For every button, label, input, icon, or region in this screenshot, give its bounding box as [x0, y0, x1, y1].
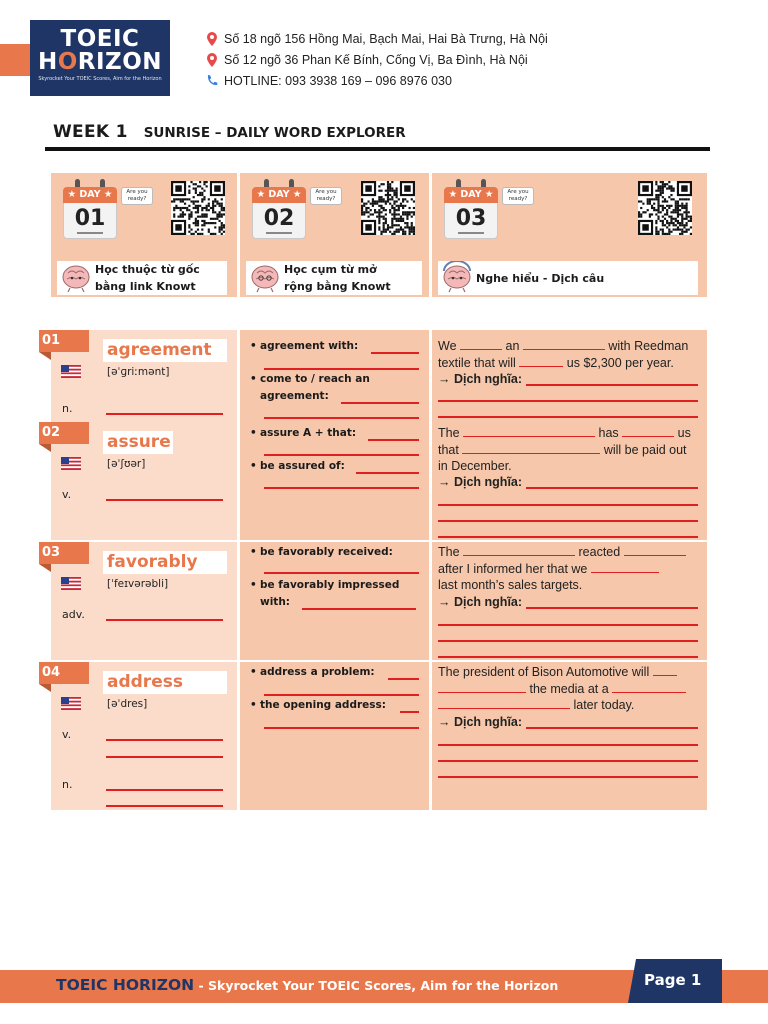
translate-label: → Dịch nghĩa:	[438, 595, 523, 609]
phrase-column	[240, 542, 429, 660]
contact-hotline	[204, 70, 548, 91]
phrase-2: • be assured of:	[250, 460, 345, 472]
answer-blank[interactable]	[526, 607, 698, 609]
word-number: 02	[42, 425, 61, 440]
sentence-fragment: The president of Bison Automotive will	[438, 665, 650, 679]
answer-blank[interactable]	[106, 499, 223, 501]
answer-blank[interactable]	[526, 384, 698, 386]
word-text: address	[107, 672, 183, 692]
word-number: 01	[42, 333, 61, 348]
answer-blank[interactable]	[526, 487, 698, 489]
word-column	[42, 662, 237, 810]
sentence-fragment: will be paid out	[603, 442, 687, 457]
footer-slogan	[56, 976, 558, 994]
day-number: 03	[455, 206, 487, 231]
answer-blank[interactable]	[438, 536, 698, 538]
answer-blank[interactable]	[438, 681, 526, 693]
part-of-speech: v.	[62, 488, 72, 501]
sentence-fragment: reacted	[578, 545, 621, 559]
answer-blank[interactable]	[371, 352, 419, 354]
answer-blank[interactable]	[388, 678, 419, 680]
task-line-1: Học thuộc từ gốc	[95, 263, 200, 276]
answer-blank[interactable]	[462, 442, 600, 454]
logo-letters-rizon: RIZON	[77, 49, 163, 75]
day-label: DAY	[460, 189, 482, 200]
ipa-text: [əˈɡriːmənt]	[107, 366, 170, 378]
brain-mascot-icon	[246, 261, 284, 295]
answer-blank[interactable]	[438, 400, 698, 402]
answer-blank[interactable]	[438, 416, 698, 418]
ready-text-2: ready?	[127, 196, 147, 202]
map-pin-icon	[204, 31, 220, 47]
phrase-text: be favorably received:	[260, 546, 393, 558]
day-label: DAY	[79, 189, 101, 200]
answer-blank[interactable]	[302, 608, 416, 610]
answer-blank[interactable]	[438, 656, 698, 658]
phrase-text: the opening address:	[260, 699, 386, 711]
answer-blank[interactable]	[463, 544, 575, 556]
calendar-icon: ★ DAY ★ 01	[63, 179, 117, 239]
week-heading	[53, 122, 406, 142]
phrase-1: • be favorably received:	[250, 546, 393, 558]
sentence-fragment: textile that will	[438, 355, 516, 370]
phrase-text: assure A + that:	[260, 427, 357, 439]
answer-blank[interactable]	[622, 425, 674, 437]
answer-blank[interactable]	[438, 776, 698, 778]
answer-blank[interactable]	[264, 694, 419, 696]
part-of-speech: n.	[62, 402, 73, 415]
vocab-block-agreement	[42, 330, 707, 422]
page-number: Page 1	[644, 971, 702, 989]
answer-blank[interactable]	[438, 624, 698, 626]
week-subtitle: SUNRISE – DAILY WORD EXPLORER	[143, 125, 406, 141]
task-line-2: rộng bằng Knowt	[284, 280, 391, 293]
word-text: assure	[107, 432, 171, 452]
answer-blank[interactable]	[438, 760, 698, 762]
vocab-block-address	[42, 662, 707, 810]
ready-text-1: Are you	[507, 189, 529, 195]
answer-blank[interactable]	[400, 711, 419, 713]
answer-blank[interactable]	[438, 504, 698, 506]
sentence-fragment: last month’s sales targets.	[438, 578, 583, 592]
ready-badge	[121, 187, 153, 205]
logo-line-2	[30, 51, 170, 73]
day-panel-3	[432, 173, 707, 297]
sentence-fragment: an	[505, 339, 520, 353]
sentence-fragment: us	[677, 426, 691, 440]
answer-blank[interactable]	[341, 402, 419, 404]
us-flag-icon	[61, 365, 81, 378]
brain-mascot-icon	[438, 261, 476, 295]
answer-blank[interactable]	[106, 756, 223, 758]
phrase-1: • agreement with:	[250, 340, 359, 352]
address-2-text: Số 12 ngõ 36 Phan Kế Bính, Cống Vị, Ba Đình, Hà Nội	[224, 52, 528, 67]
logo-letter-o: O	[57, 49, 78, 75]
day-task[interactable]	[438, 261, 698, 295]
sentence-column	[432, 542, 707, 660]
phrase-text: address a problem:	[260, 666, 375, 678]
phrase-column	[240, 422, 429, 540]
sentence-column	[432, 422, 707, 540]
vocab-block-favorably	[42, 542, 707, 660]
sentence-column	[432, 662, 707, 810]
answer-blank[interactable]	[264, 487, 419, 489]
word-number: 03	[42, 545, 61, 560]
brain-mascot-icon	[57, 261, 95, 295]
answer-blank[interactable]	[438, 640, 698, 642]
answer-blank[interactable]	[624, 544, 686, 556]
task-line-1: Học cụm từ mở	[284, 263, 377, 276]
translate-label: → Dịch nghĩa:	[438, 715, 523, 729]
answer-blank[interactable]	[264, 417, 419, 419]
word-column	[42, 330, 237, 422]
task-line-1: Nghe hiểu - Dịch câu	[476, 271, 605, 285]
word-text: agreement	[107, 340, 212, 360]
ready-text-2: ready?	[316, 196, 336, 202]
phrase-text: be favorably impressed	[260, 579, 400, 591]
calendar-icon: ★ DAY ★ 03	[444, 179, 498, 239]
example-sentence	[438, 425, 702, 475]
answer-blank[interactable]	[438, 697, 570, 709]
sentence-fragment: has	[598, 426, 619, 440]
answer-blank[interactable]	[106, 739, 223, 741]
word-box	[103, 431, 173, 454]
day-task-text	[284, 261, 391, 295]
phone-icon	[204, 73, 220, 89]
word-box	[103, 339, 227, 362]
answer-blank[interactable]	[106, 789, 223, 791]
answer-blank[interactable]	[526, 727, 698, 729]
map-pin-icon	[204, 52, 220, 68]
day-task[interactable]	[246, 261, 422, 295]
word-number: 04	[42, 665, 61, 680]
example-sentence	[438, 338, 702, 371]
phrase-text: come to / reach an	[260, 373, 370, 385]
ready-badge	[310, 187, 342, 205]
answer-blank[interactable]	[463, 425, 595, 437]
sentence-fragment: later today.	[573, 698, 635, 712]
us-flag-icon	[61, 577, 81, 590]
ready-text-1: Are you	[315, 189, 337, 195]
sentence-fragment: The	[438, 545, 460, 559]
answer-blank[interactable]	[368, 439, 419, 441]
hotline-text: HOTLINE: 093 3938 169 – 096 8976 030	[224, 73, 452, 88]
translate-label: → Dịch nghĩa:	[438, 475, 523, 489]
contact-address-2	[204, 49, 548, 70]
answer-blank[interactable]	[519, 355, 563, 367]
phrase-text: be assured of:	[260, 460, 345, 472]
qr-code-icon[interactable]	[638, 181, 692, 235]
phrase-2: • the opening address:	[250, 699, 386, 711]
us-flag-icon	[61, 697, 81, 710]
phrase-1: • assure A + that:	[250, 427, 357, 439]
ready-text-2: ready?	[508, 196, 528, 202]
page-number-tab	[628, 959, 722, 1003]
answer-blank[interactable]	[523, 338, 605, 350]
phrase-column	[240, 662, 429, 810]
calendar-icon: ★ DAY ★ 02	[252, 179, 306, 239]
phrase-column	[240, 330, 429, 422]
sentence-fragment: We	[438, 339, 457, 353]
word-column	[42, 422, 237, 540]
qr-code-icon[interactable]	[361, 181, 415, 235]
contact-address-1	[204, 28, 548, 49]
phrase-text: agreement:	[260, 390, 329, 402]
part-of-speech: adv.	[62, 608, 85, 621]
week-divider	[45, 147, 710, 151]
word-box	[103, 551, 227, 574]
word-text: favorably	[107, 552, 198, 572]
sentence-fragment: The	[438, 426, 460, 440]
vocab-block-assure	[42, 422, 707, 540]
day-panel-2	[240, 173, 429, 297]
answer-blank[interactable]	[264, 572, 419, 574]
brand-logo	[30, 20, 170, 96]
qr-code-icon[interactable]	[171, 181, 225, 235]
answer-blank[interactable]	[264, 368, 419, 370]
phrase-2: • come to / reach an agreement:	[250, 373, 370, 402]
answer-blank[interactable]	[591, 561, 659, 573]
logo-line-1: TOEIC	[60, 26, 140, 52]
sentence-fragment: after I informed her that we	[438, 561, 588, 576]
sentence-fragment: in December.	[438, 459, 512, 473]
answer-blank[interactable]	[460, 338, 502, 350]
part-of-speech: n.	[62, 778, 73, 791]
sentence-column	[432, 330, 707, 422]
ipa-text: [ˈfeɪvərəbli]	[107, 578, 169, 590]
example-sentence	[438, 664, 702, 714]
part-of-speech: v.	[62, 728, 72, 741]
week-label: WEEK 1	[53, 122, 128, 142]
day-label: DAY	[268, 189, 290, 200]
day-panel-1	[51, 173, 237, 297]
answer-blank[interactable]	[106, 619, 223, 621]
ipa-text: [əˈʃʊər]	[107, 458, 146, 470]
us-flag-icon	[61, 457, 81, 470]
phrase-text: with:	[260, 596, 290, 608]
phrase-text: agreement with:	[260, 340, 359, 352]
answer-blank[interactable]	[264, 727, 419, 729]
answer-blank[interactable]	[356, 472, 419, 474]
day-task-text	[95, 261, 200, 295]
ready-text-1: Are you	[126, 189, 148, 195]
answer-blank[interactable]	[106, 805, 223, 807]
footer-tagline: - Skyrocket Your TOEIC Scores, Aim for the Horizon	[194, 978, 559, 993]
sentence-fragment: us $2,300 per year.	[566, 355, 674, 370]
ready-badge	[502, 187, 534, 205]
answer-blank[interactable]	[438, 744, 698, 746]
answer-blank[interactable]	[653, 664, 677, 676]
sentence-fragment: with Reedman	[608, 339, 689, 353]
day-number: 01	[74, 206, 106, 231]
answer-blank[interactable]	[438, 520, 698, 522]
footer-brand: TOEIC HORIZON	[56, 976, 195, 994]
answer-blank[interactable]	[264, 454, 419, 456]
word-box	[103, 671, 227, 694]
translate-label: → Dịch nghĩa:	[438, 372, 523, 386]
answer-blank[interactable]	[106, 413, 223, 415]
address-1-text: Số 18 ngõ 156 Hồng Mai, Bạch Mai, Hai Bà Trưng, Hà Nội	[224, 31, 548, 46]
ipa-text: [əˈdres]	[107, 698, 148, 710]
day-number: 02	[263, 206, 295, 231]
answer-blank[interactable]	[612, 681, 686, 693]
example-sentence	[438, 544, 702, 594]
phrase-2: • be favorably impressed with:	[250, 579, 400, 608]
sentence-fragment: the media at a	[529, 681, 609, 696]
logo-tagline: Skyrocket Your TOEIC Scores, Aim for the Horizon	[38, 76, 162, 82]
day-task-text	[476, 270, 604, 287]
sentence-fragment: that	[438, 442, 459, 457]
day-task[interactable]	[57, 261, 227, 295]
contact-info	[204, 28, 548, 91]
task-line-2: bằng link Knowt	[95, 280, 196, 293]
word-column	[42, 542, 237, 660]
phrase-1: • address a problem:	[250, 666, 375, 678]
logo-letter-h: H	[37, 49, 58, 75]
